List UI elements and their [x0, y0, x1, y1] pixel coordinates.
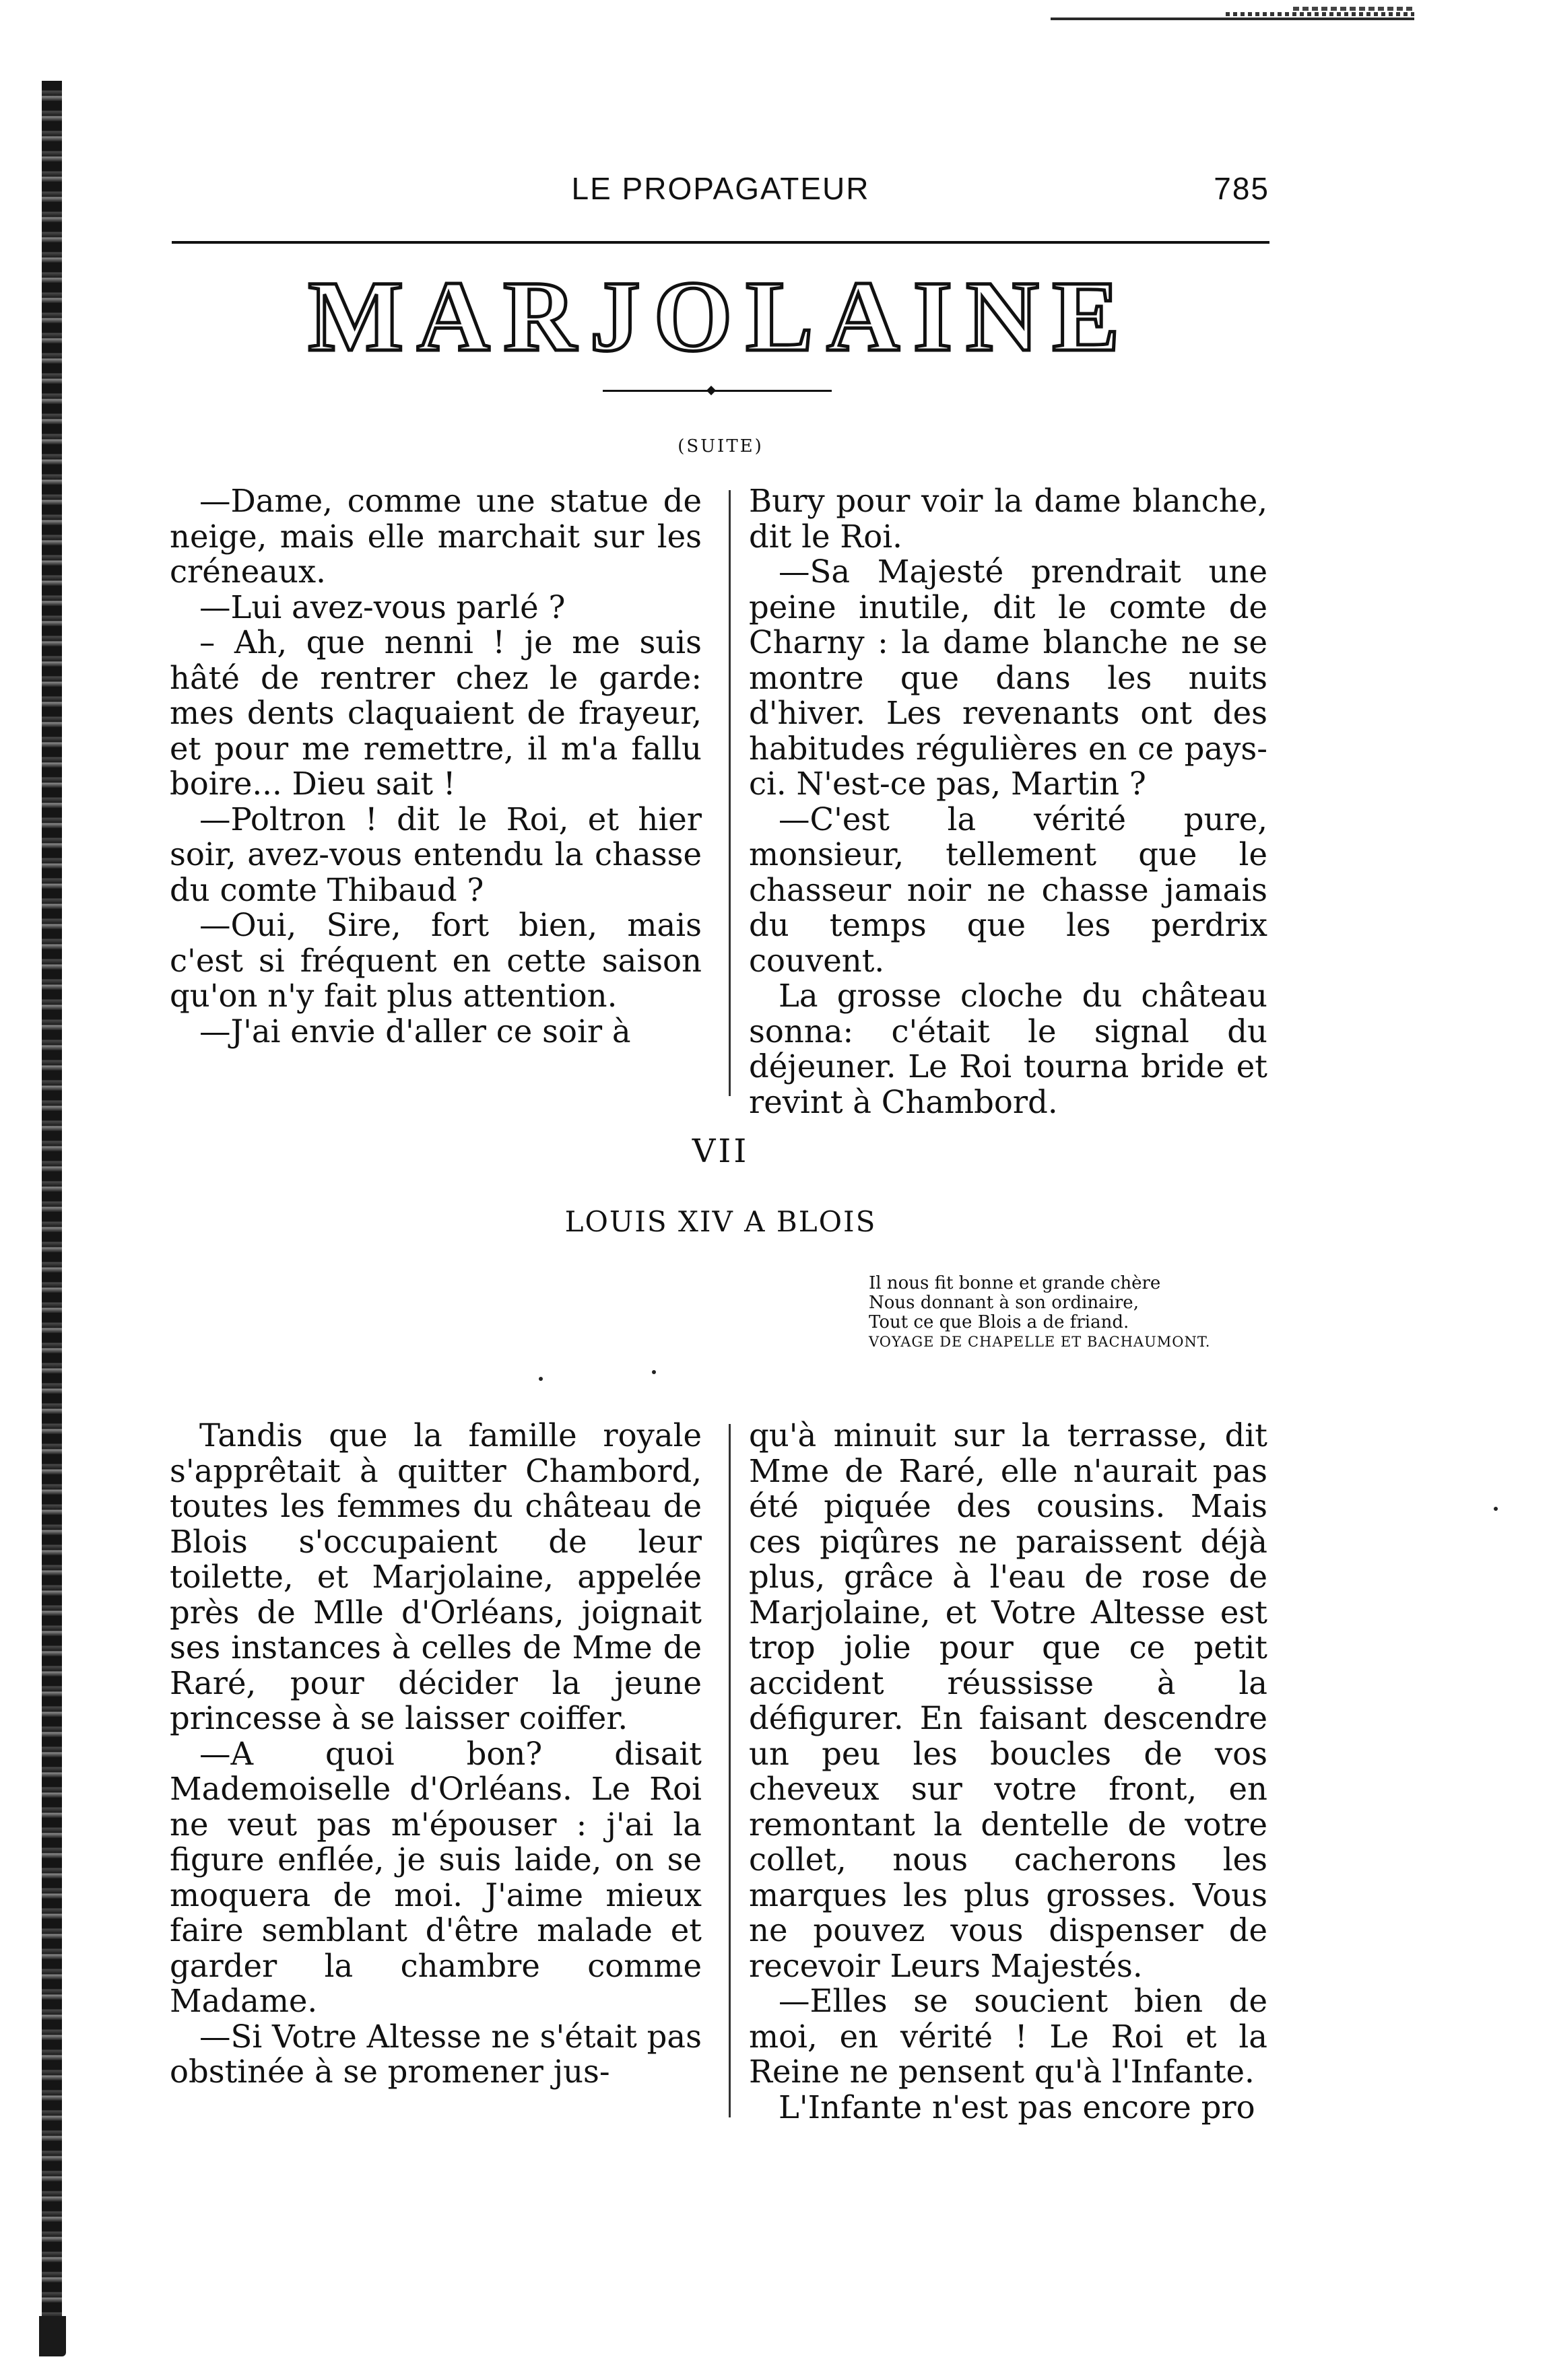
running-head-title: LE PROPAGATEUR [571, 171, 870, 206]
paragraph: —C'est la vérité pure, monsieur, tellement que le chasseur noir ne chasse jamais du temps que les perdrix couvent. [749, 801, 1267, 979]
scan-corner-mark [1051, 5, 1414, 22]
running-head [172, 165, 1269, 212]
paragraph: – Ah, que nenni ! je me suis hâté de rentrer chez le garde: mes dents claquaient de frayeur, et pour me remettre, il m'a fallu boire... Dieu sait ! [170, 624, 702, 802]
epigraph-line: Tout ce que Blois a de friand. [869, 1312, 1129, 1332]
paragraph: —Elles se soucient bien de moi, en vérité ! Le Roi et la Reine ne pensent qu'à l'Infante. [749, 1983, 1267, 2090]
paragraph: —Sa Majesté prendrait une peine inutile, dit le comte de Charny : la dame blanche ne se montre que dans les nuits d'hiver. Les revenants ont des habitudes régulières en ce pays-ci. N'est-ce pas, Martin ? [749, 553, 1267, 802]
paragraph: —A quoi bon? disait Mademoiselle d'Orléans. Le Roi ne veut pas m'épouser : j'ai la figure enflée, je suis laide, on se moquera de moi. J'aime mieux faire semblant d'être malade et garder la chambre comme Madame. [170, 1735, 702, 2019]
section-one-right-column [749, 483, 1267, 1120]
column-rule [729, 1424, 731, 2117]
page-binding-foot [39, 2316, 66, 2356]
epigraph [869, 1274, 1286, 1352]
paragraph: —Lui avez-vous parlé ? [199, 588, 566, 625]
paragraph: —Dame, comme une statue de neige, mais elle marchait sur les créneaux. [170, 483, 702, 590]
paragraph: Bury pour voir la dame blanche, dit le Roi. [749, 483, 1267, 555]
epigraph-line: Nous donnant à son ordinaire, [869, 1293, 1139, 1313]
paragraph: —Si Votre Altesse ne s'était pas obstinée à se promener jus- [170, 2018, 702, 2090]
header-rule [172, 241, 1269, 244]
chapter-title: LOUIS XIV A BLOIS [564, 1205, 877, 1238]
ink-speck [652, 1370, 656, 1374]
article-title: MARJOLAINE [308, 261, 1133, 372]
section-one-left-column [170, 483, 702, 1049]
paragraph: L'Infante n'est pas encore pro [779, 2088, 1255, 2126]
paragraph: —Poltron ! dit le Roi, et hier soir, avez-vous entendu la chasse du comte Thibaud ? [170, 801, 702, 908]
column-rule [729, 490, 731, 1096]
chapter-number: VII [692, 1132, 750, 1170]
section-two-left-column [170, 1418, 702, 2090]
paragraph: —J'ai envie d'aller ce soir à [199, 1013, 631, 1050]
paragraph: Tandis que la famille royale s'apprêtait à quitter Chambord, toutes les femmes du château de Blois s'occupaient de leur toilette, et Marjolaine, appelée près de Mlle d'Orléans, joignait ses instances à celles de Mme de Raré, pour décider la jeune princesse à se laisser coiffer. [170, 1417, 702, 1736]
paragraph: qu'à minuit sur la terrasse, dit Mme de Raré, elle n'aurait pas été piquée des cousins. Mais ces piqûres ne paraissent déjà plus, grâce à l'eau de rose de Marjolaine, et Votre Altesse est trop jolie pour que ce petit accident réussisse à la défigurer. En faisant descendre un peu les boucles de vos cheveux sur votre front, en remontant la dentelle de votre collet, nous cacherons les marques les plus grosses. Vous ne pouvez vous dispenser de recevoir Leurs Majestés. [749, 1417, 1267, 1984]
page-binding-edge [42, 81, 62, 2323]
epigraph-source: VOYAGE DE CHAPELLE ET BACHAUMONT. [869, 1334, 1211, 1350]
title-ornament [603, 387, 832, 395]
ink-speck [1494, 1507, 1498, 1511]
paragraph: —Oui, Sire, fort bien, mais c'est si fréquent en cette saison qu'on n'y fait plus attention. [170, 907, 702, 1014]
paragraph: La grosse cloche du château sonna: c'était le signal du déjeuner. Le Roi tourna bride et revint à Chambord. [749, 978, 1267, 1120]
ink-speck [539, 1377, 543, 1381]
epigraph-line: Il nous fit bonne et grande chère [869, 1273, 1161, 1293]
continued-label: (SUITE) [678, 436, 764, 456]
section-two-right-column [749, 1418, 1267, 2125]
page-number: 785 [1214, 171, 1269, 206]
